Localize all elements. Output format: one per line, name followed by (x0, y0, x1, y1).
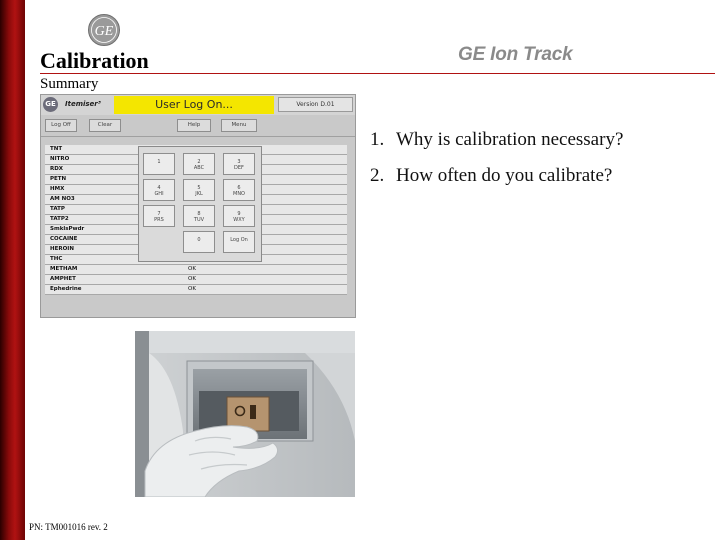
key-letters: MNO (233, 191, 245, 197)
key-9[interactable] (223, 205, 255, 227)
part-number-footer: PN: TM001016 rev. 2 (29, 522, 108, 532)
substance-name: RDX (50, 166, 64, 172)
login-title: User Log On... (155, 98, 233, 111)
itemiser-product-name: Itemiser³ (65, 100, 101, 108)
key-main: 3 (237, 159, 241, 165)
substance-row[interactable] (45, 265, 347, 275)
key-main: 5 (197, 185, 201, 191)
substance-name: TATP (50, 206, 65, 212)
svg-text:GE: GE (94, 24, 114, 39)
key-main: 1 (157, 159, 161, 165)
key-main: 8 (197, 211, 201, 217)
left-accent-bar (0, 0, 25, 540)
slide-subtitle: Summary (40, 76, 99, 92)
login-keypad (138, 146, 262, 262)
key-5[interactable] (183, 179, 215, 201)
key-main: 2 (197, 159, 201, 165)
gloved-hand-inserting-sample-trap-icon (135, 331, 355, 497)
substance-name: PETN (50, 176, 67, 182)
version-label: Version D.01 (278, 97, 353, 112)
key-2[interactable] (183, 153, 215, 175)
itemiser-screenshot (40, 94, 356, 318)
substance-status: OK (188, 266, 196, 272)
question-text: How often do you calibrate? (396, 165, 613, 186)
slide-title: Calibration (40, 48, 149, 73)
key-letters: ABC (193, 165, 205, 171)
substance-name: NITRO (50, 156, 70, 162)
key-3[interactable] (223, 153, 255, 175)
question-item (370, 165, 612, 187)
key-main: 6 (237, 185, 241, 191)
log-off-button[interactable]: Log Off (45, 119, 77, 132)
question-number: 1. (370, 129, 385, 150)
substance-name: COCAINE (50, 236, 78, 242)
substance-row[interactable] (45, 275, 347, 285)
substance-name: TATP2 (50, 216, 69, 222)
key-7[interactable] (143, 205, 175, 227)
question-text: Why is calibration necessary? (396, 129, 624, 150)
key-letters: PRS (154, 217, 164, 223)
substance-name: Ephedrine (50, 286, 82, 292)
substance-name: METHAM (50, 266, 78, 272)
question-item (370, 129, 623, 151)
key-8[interactable] (183, 205, 215, 227)
question-number: 2. (370, 165, 385, 186)
log-on-button[interactable] (223, 231, 255, 253)
substance-name: THC (50, 256, 63, 262)
key-letters: GHI (154, 191, 164, 197)
key-letters: TUV (193, 217, 205, 223)
clear-button[interactable]: Clear (89, 119, 121, 132)
itemiser-divider (41, 136, 355, 137)
key-letters: WXY (233, 217, 245, 223)
key-4[interactable] (143, 179, 175, 201)
header-divider (40, 73, 715, 74)
key-main: 7 (157, 211, 161, 217)
ge-monogram-icon (87, 13, 121, 47)
key-main: Log On (230, 237, 248, 243)
key-0[interactable] (183, 231, 215, 253)
substance-status: OK (188, 276, 196, 282)
substance-name: HEROIN (50, 246, 74, 252)
substance-name: SmklsPwdr (50, 226, 85, 232)
help-button[interactable]: Help (177, 119, 211, 132)
substance-name: TNT (50, 146, 63, 152)
key-main: 9 (237, 211, 241, 217)
key-main: 0 (197, 237, 201, 243)
key-letters: JKL (195, 191, 203, 197)
menu-button[interactable]: Menu (221, 119, 257, 132)
brand-wordmark: GE Ion Track (458, 44, 573, 65)
substance-name: HMX (50, 186, 65, 192)
key-6[interactable] (223, 179, 255, 201)
substance-name: AMPHET (50, 276, 76, 282)
key-1[interactable] (143, 153, 175, 175)
substance-name: AM NO3 (50, 196, 75, 202)
key-letters: DEF (234, 165, 244, 171)
substance-status: OK (188, 286, 196, 292)
substance-row[interactable] (45, 285, 347, 295)
ge-small-logo-icon: GE (43, 97, 58, 112)
key-main: 4 (157, 185, 161, 191)
